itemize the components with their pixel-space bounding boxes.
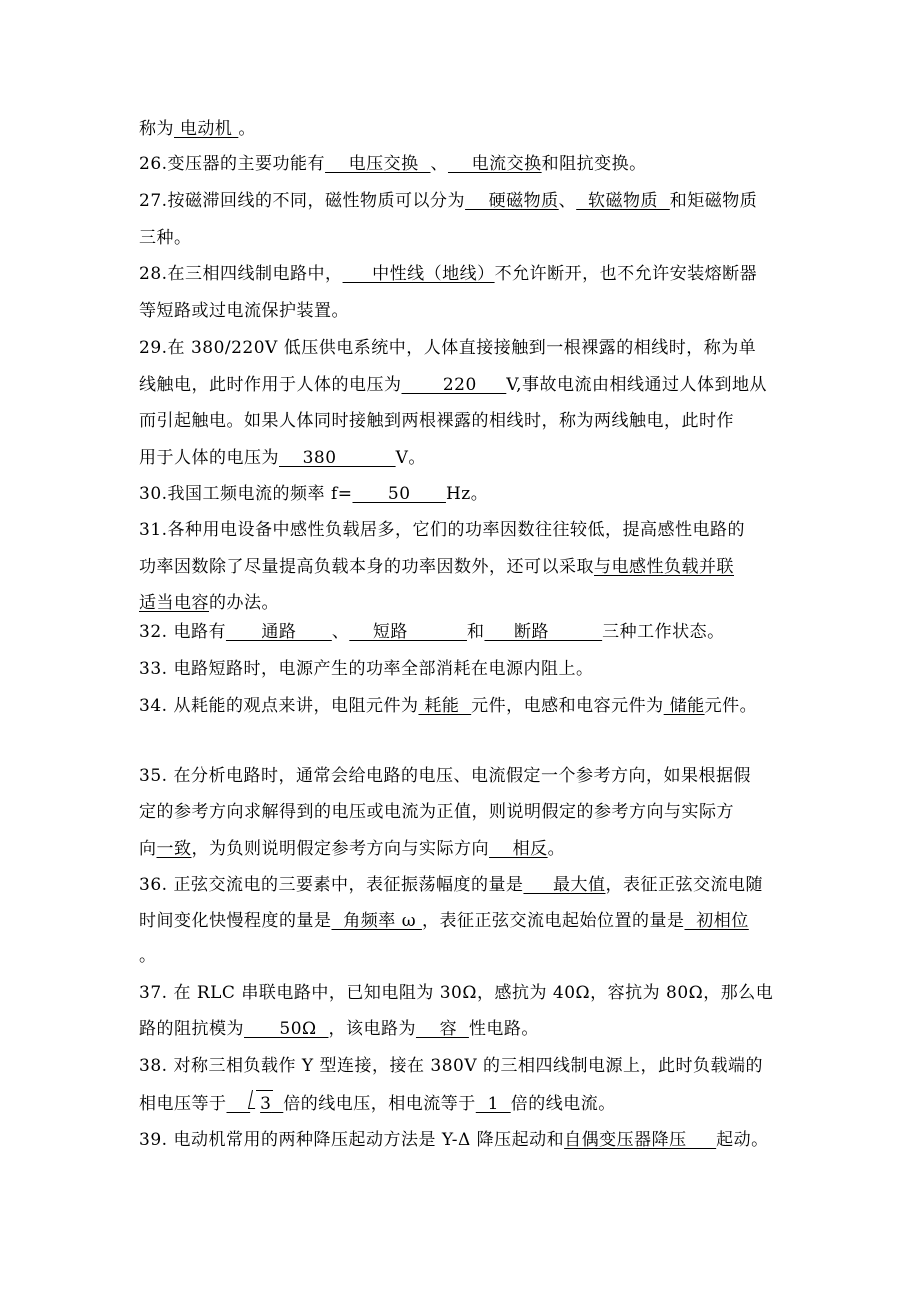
answer-blank: 角频率 ω (331, 911, 422, 931)
text-line (139, 190, 757, 212)
text-segment: 、 (430, 154, 448, 174)
text-line (139, 945, 157, 967)
text-line (139, 1093, 616, 1115)
answer-blank: 储能 (663, 696, 705, 716)
text-segment: 35. 在分析电路时，通常会给电路的电压、电流假定一个参考方向，如果根据假 (139, 766, 751, 786)
answer-blank: 中性线（地线） (342, 264, 495, 284)
text-segment: 性电路。 (468, 1019, 539, 1039)
text-segment: 。 (547, 839, 566, 859)
answer-blank: 电压交换 (325, 154, 431, 174)
text-line (139, 337, 756, 359)
answer-blank: 适当电容 (139, 593, 209, 613)
text-segment: 和矩磁物质 (669, 191, 758, 211)
text-line (139, 621, 725, 643)
text-segment: 三种工作状态。 (602, 622, 725, 642)
answer-blank (227, 1094, 251, 1114)
text-line (139, 118, 256, 140)
text-line (139, 556, 734, 578)
text-segment: 时间变化快慢程度的量是 (139, 911, 332, 931)
text-segment: 不允许断开，也不允许安装熔断器 (494, 264, 758, 284)
text-segment: 29.在 380/220V 低压供电系统中，人体直接接触到一根裸露的相线时，称为单 (139, 338, 757, 358)
text-line (139, 592, 279, 614)
text-line (139, 483, 488, 505)
text-segment: ，为负则说明假定参考方向与实际方向 (191, 839, 489, 859)
text-line (139, 695, 757, 717)
text-segment: V。 (395, 448, 426, 468)
answer-blank: 电动机 (174, 119, 239, 139)
answer-blank: 耗能 (418, 696, 472, 716)
text-segment: 等短路或过电流保护装置。 (139, 301, 349, 321)
text-segment: V,事故电流由相线通过人体到地从 (506, 375, 768, 395)
answer-blank: 断路 (484, 622, 603, 642)
text-segment: 31.各种用电设备中感性负载居多，它们的功率因数往往较低，提高感性电路的 (139, 520, 746, 540)
text-line (139, 658, 593, 680)
text-segment: 38. 对称三相负载作 Y 型连接，接在 380V 的三相四线制电源上，此时负载端的 (139, 1056, 764, 1076)
text-segment: 用于人体的电压为 (139, 448, 279, 468)
answer-blank: 自偶变压器降压 (564, 1130, 717, 1150)
answer-blank: 初相位 (684, 911, 749, 931)
answer-blank: 短路 (349, 622, 467, 642)
text-line (139, 447, 426, 469)
text-segment: 倍的线电流。 (510, 1094, 616, 1114)
answer-blank: 50 (352, 484, 446, 504)
text-segment: 27.按磁滞回线的不同，磁性物质可以分为 (139, 191, 466, 211)
answer-blank: 380 (279, 448, 396, 468)
text-segment: ，表征正弦交流电起始位置的量是 (421, 911, 685, 931)
text-line (139, 765, 751, 787)
text-line (139, 838, 565, 860)
text-segment: 的办法。 (209, 593, 279, 613)
text-segment: Hz。 (445, 484, 489, 504)
text-line (139, 982, 773, 1004)
text-line (139, 300, 349, 322)
text-line (139, 153, 647, 175)
text-segment: 。 (238, 119, 256, 139)
answer-blank: 1 (475, 1094, 511, 1114)
answer-blank: 相反 (489, 839, 548, 859)
text-line (139, 410, 734, 432)
text-segment: ，该电路为 (328, 1019, 416, 1039)
text-segment: ，表征正弦交流电随 (605, 875, 763, 895)
text-line (139, 910, 749, 932)
text-line (139, 519, 745, 541)
text-line (139, 1129, 769, 1151)
text-segment: 而引起触电。如果人体同时接触到两根裸露的相线时，称为两线触电，此时作 (139, 411, 734, 431)
answer-blank (271, 1094, 283, 1114)
text-segment: 定的参考方向求解得到的电压或电流为正值，则说明假定的参考方向与实际方 (139, 802, 734, 822)
text-line (139, 801, 734, 823)
text-segment: 元件，电感和电容元件为 (471, 696, 664, 716)
text-segment: 线触电，此时作用于人体的电压为 (139, 375, 402, 395)
text-segment: 、 (331, 622, 350, 642)
answer-blank: 一致 (156, 839, 192, 859)
answer-blank: 最大值 (523, 875, 606, 895)
text-segment: 元件。 (704, 696, 758, 716)
text-segment: 和阻抗变换。 (541, 154, 647, 174)
text-segment: 37. 在 RLC 串联电路中，已知电阻为 30Ω，感抗为 40Ω，容抗为 80Ω，那么电 (139, 983, 774, 1003)
answer-blank: 220 (401, 375, 507, 395)
answer-blank: 硬磁物质 (465, 191, 559, 211)
text-segment: 36. 正弦交流电的三要素中，表征振荡幅度的量是 (139, 875, 524, 895)
text-line (139, 374, 767, 396)
sqrt-symbol: 3 (250, 1093, 271, 1115)
text-line (139, 1055, 763, 1077)
text-segment: 相电压等于 (139, 1094, 227, 1114)
text-line (139, 227, 192, 249)
answer-blank: 与电感性负载并联 (594, 557, 734, 577)
text-segment: 路的阻抗模为 (139, 1019, 244, 1039)
text-segment: 、 (558, 191, 577, 211)
text-line (139, 1018, 539, 1040)
text-segment: 。 (139, 946, 157, 966)
text-segment: 功率因数除了尽量提高负载本身的功率因数外，还可以采取 (139, 557, 594, 577)
answer-blank: 软磁物质 (576, 191, 670, 211)
text-segment: 起动。 (716, 1130, 769, 1150)
text-line (139, 263, 757, 285)
answer-blank: 50Ω (244, 1019, 329, 1039)
text-segment: 30.我国工频电流的频率 f= (139, 484, 353, 504)
answer-blank: 电流交换 (447, 154, 542, 174)
answer-blank: 容 (415, 1019, 469, 1039)
text-segment: 和 (466, 622, 485, 642)
text-segment: 称为 (139, 119, 174, 139)
text-segment: 32. 电路有 (139, 622, 226, 642)
text-segment: 34. 从耗能的观点来讲，电阻元件为 (139, 696, 419, 716)
text-segment: 33. 电路短路时，电源产生的功率全部消耗在电源内阻上。 (139, 659, 594, 679)
text-segment: 39. 电动机常用的两种降压起动方法是 Y-Δ 降压起动和 (139, 1130, 565, 1150)
text-segment: 三种。 (139, 228, 192, 248)
text-segment: 倍的线电压，相电流等于 (283, 1094, 476, 1114)
text-segment: 28.在三相四线制电路中， (139, 264, 343, 284)
text-segment: 26.变压器的主要功能有 (139, 154, 326, 174)
text-line (139, 874, 763, 896)
text-segment: 向 (139, 839, 157, 859)
answer-blank: 通路 (225, 622, 332, 642)
